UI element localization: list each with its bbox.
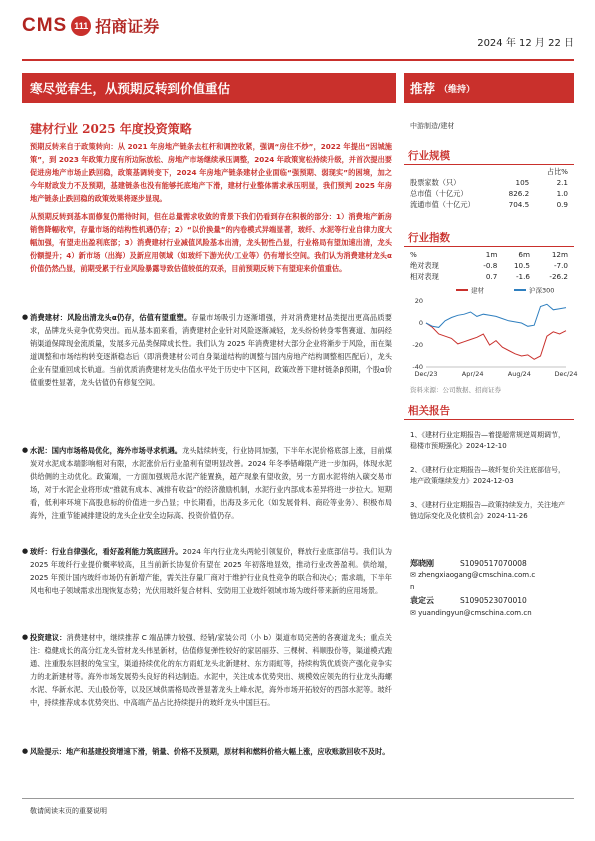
x-tick-label: Aug/24	[507, 370, 531, 378]
bullet-icon: ●	[22, 747, 29, 755]
section-risk	[22, 745, 392, 758]
section-investment-advice	[22, 631, 392, 709]
analyst-email[interactable]: ✉ zhengxiaogang@cmschina.com.c	[410, 571, 536, 579]
header-divider	[22, 59, 574, 61]
report-title: 寒尽觉春生，从预期反转到价值重估	[30, 81, 231, 96]
industry-index-title: 行业指数	[404, 228, 574, 247]
section-glass-fiber	[22, 545, 392, 597]
series-line	[426, 323, 566, 359]
bullet-icon: ●	[22, 633, 29, 641]
table-row: 绝对表现 -0.8 10.5 -7.0	[410, 260, 568, 270]
report-subtitle: 建材行业 2025 年度投资策略	[30, 122, 192, 136]
rating-note: （维持）	[439, 84, 476, 95]
industry-scale-title: 行业规模	[404, 146, 574, 165]
mail-icon: ✉	[410, 571, 419, 579]
mail-icon: ✉	[410, 609, 419, 617]
report-date: 2024 年 12 月 22 日	[477, 38, 574, 49]
y-tick-label: 20	[414, 297, 423, 305]
bullet-icon: ●	[22, 313, 29, 321]
x-tick-label: Dec/23	[414, 370, 438, 378]
logo-cn-text: 招商证券	[95, 17, 160, 36]
section-body: 消费建材中，继续推荐 C 端品牌力较强、经销/家装公司（小 b）渠道布局完善的各赛道龙头；重点关注：稳健成长的高分红龙头管材龙头伟星新材，估值修复弹性较好的家居丽芬、三棵树、科顺股份等，渠道模式跑通、注重股东回报的兔宝宝，渠道持续优化的东方雨虹龙头北新建材、东方雨虹等，持续构筑优质资产强化竞争实力的北新建材等。海外市场发展势头良好的科达制造。水泥中，关注成本优势突出、规模效应领先的行业龙头海螺水泥、华新水泥、天山股份等，以及区域供需格局改善显著龙头上峰水泥，海外市场开拓较好的西部水泥等。玻纤中，持续推荐成本优势突出、中高端产品占比持续提升的玻纤龙头中国巨石。	[30, 633, 392, 707]
rating-label: 推荐	[410, 81, 436, 96]
legend-label: 沪深300	[529, 286, 555, 295]
industry-index-chart	[404, 279, 578, 384]
section-body: 2024 年内行业龙头两轮引领复价，释放行业底部信号。我们认为 2025 年玻纤行业提价概率较高，且当前新长协复价有望在 2025 年初落地显效，推动行业改善盈利。供给端，2025 年预计国内玻纤市场仍有新增产能，需关注存量厂商对于维护行业良性竞争的联合和决心；需求端，下半年风电和电子领域需求出现恢复态势；光伏用玻纤复合材料、安防用工业玻纤领域市场为玻纤带来新的应用场景。	[30, 547, 392, 595]
y-tick-label: -40	[412, 363, 423, 371]
table-row: 总市值（十亿元） 826.2 1.0	[410, 188, 568, 198]
y-tick-label: 0	[418, 319, 423, 327]
x-tick-label: Apr/24	[461, 370, 484, 378]
table-row: 流通市值（十亿元） 704.5 0.9	[410, 199, 568, 209]
logo-cms-text: CMS	[22, 14, 68, 36]
bullet-icon: ●	[22, 547, 29, 555]
related-reports-title: 相关报告	[404, 401, 574, 420]
section-consumer-materials	[22, 311, 392, 389]
x-tick-label: Dec/24	[554, 370, 578, 378]
risk-heading: 风险提示：	[30, 747, 66, 756]
footer-disclaimer: 敬请阅读末页的重要说明	[30, 807, 107, 815]
pct-header: 占比%	[546, 166, 568, 176]
series-line	[426, 304, 566, 327]
related-report-item[interactable]: 3、《建材行业定期报告—政策持续发力，关注地产链边际变化及化债机会》2024-11-26	[410, 501, 565, 520]
analyst-name: 袁定云	[410, 595, 434, 605]
industry-tag: 中游制造/建材	[410, 122, 455, 130]
report-title-bar	[22, 73, 396, 103]
industry-scale-table	[410, 166, 568, 210]
analyst-email-tail: n	[410, 583, 415, 591]
y-tick-label: -20	[412, 341, 423, 349]
section-heading: 投资建议：	[30, 633, 67, 642]
table-row: 相对表现 0.7 -1.6 -26.2	[410, 271, 568, 281]
logo-badge: 111	[71, 16, 91, 36]
industry-index-table: % 1m 6m 12m 绝对表现 -0.8 10.5 -7.0 相对表现 0.7 -1.6 -26.2	[410, 250, 568, 281]
analyst-email[interactable]: ✉ yuandingyun@cmschina.com.cn	[410, 609, 532, 617]
section-body: 龙头陆续转变，行业协同加强，下半年水泥价格底部上涨，目前煤炭对水泥成本端影响相对有限，水泥涨价后行业盈利有望明显改善。2024 年冬季错峰限产进一步加码，体现水泥供给侧的主动优化。政策端，一方面加强规范水泥产能置换，超产现象有望收敛，另一方面水泥将纳入碳交易市场，对于水泥企业将形成“推就有成本、减排有收益”的经济激励机制，水泥行业内部成本差异将进一步拉大。短期看，低利率环境下高股息标的价值进一步凸显；中长期看，出海及多元化（如发展骨料、商砼等业务）、积极布局海外，注重节能减排建设的龙头企业安全边际高、投资价值仍存。	[30, 446, 392, 520]
footer-divider	[22, 798, 574, 799]
legend-label: 建材	[471, 286, 484, 295]
related-report-item[interactable]: 1、《建材行业定期报告—着提超常规逆周期调节，稳楼市预期强化》2024-12-10	[410, 431, 565, 450]
analyst-name: 郑晓刚	[410, 558, 434, 568]
section-heading: 水泥：国内市场格局优化，海外市场寻求机遇。	[30, 446, 183, 455]
summary-paragraph-1: 预期反转来自于政策转向：从 2021 年房地产链条去杠杆和调控收紧，强调“房住不炒”，2022 年提出“因城施策”，到 2023 年政策力度有所边际放松、房地产市场继续承压调整，2024 年政策宽松持续升级，并首次提出要促进房地产市场止跌回稳，政策基调转变下，2024 年房地产链条建材企业面临“强预期、弱现实”的困境，加之今年财政发力不及预期，基建链条也没有能够托底地产下滑，建材行业整体需求承压明显，我们预判 2025 年房地产链条止跌回稳的政策效果将逐步显现。	[30, 142, 392, 203]
risk-body: 地产和基建投资增速下滑，销量、价格不及预期，原材料和燃料价格大幅上涨，应收账款回收不及时。	[65, 747, 390, 756]
cms-logo	[22, 14, 159, 37]
section-heading: 消费建材：风险出清龙头α仍存，估值有望重塑。	[30, 313, 192, 322]
analyst-id: S1090523070010	[460, 596, 527, 605]
table-row: 股票家数（只） 105 2.1	[410, 177, 568, 187]
bullet-icon: ●	[22, 446, 29, 454]
rating-bar	[404, 73, 574, 103]
section-heading: 玻纤：行业自律强化，看好盈利能力筑底回升。	[30, 547, 183, 556]
related-report-item[interactable]: 2、《建材行业定期报告—玻纤复价关注底部信号，地产政策继续发力》2024-12-03	[410, 466, 565, 485]
analyst-id: S1090517070008	[460, 559, 527, 568]
summary-paragraph-2: 从预期反转到基本面修复仍需待时间，但在总量需求收敛的背景下我们仍看到存在积极的部分：1）消费地产新房销售降幅收窄，存量市场的结构性机遇仍存；2）“以价换量”的内卷模式异端显著，玻纤、水泥等行业自律力度大幅加强，有望走出盈利底部；3）消费建材行业减值风险基本出清，龙头韧性凸显，行业格局有望加速出清，龙头份额提升；4）新市场（出海）及新应用领域（如玻纤下游光伏/工业等）仍有增长空间。我们认为消费建材龙头α价值仍然凸显，前期受累于行业风险暴露导致估值较低的双杀，目前预期反转下有望迎来价值重估。	[30, 212, 392, 273]
chart-source: 资料来源：公司数据、招商证券	[410, 386, 501, 394]
section-cement	[22, 444, 392, 522]
page-header	[22, 14, 574, 49]
section-body: 存量市场吸引力逐渐增强，并对消费建材品类提出更高品质要求，品牌龙头竞争优势突出。而从基本面来看，消费建材企业针对风险逐渐减轻，龙头纷纷转身零售赛道、加码经销渠道保障现金流质量，发展多元品类保障成长性。我们认为 2025 年消费建材大部分企业将渐步于风险，而在渠道调整和市场结构转变逐渐稳态后（即消费建材公司自身渠道结构的调整与国内房地产结构调整相匹配后），龙头企业有望重回成长轨道。当前优质消费建材龙头估值水平处于历史中下区间，政策改善下建材链条β预期，个股α价值重要性显著，龙头估值仍有修复空间。	[30, 313, 392, 387]
